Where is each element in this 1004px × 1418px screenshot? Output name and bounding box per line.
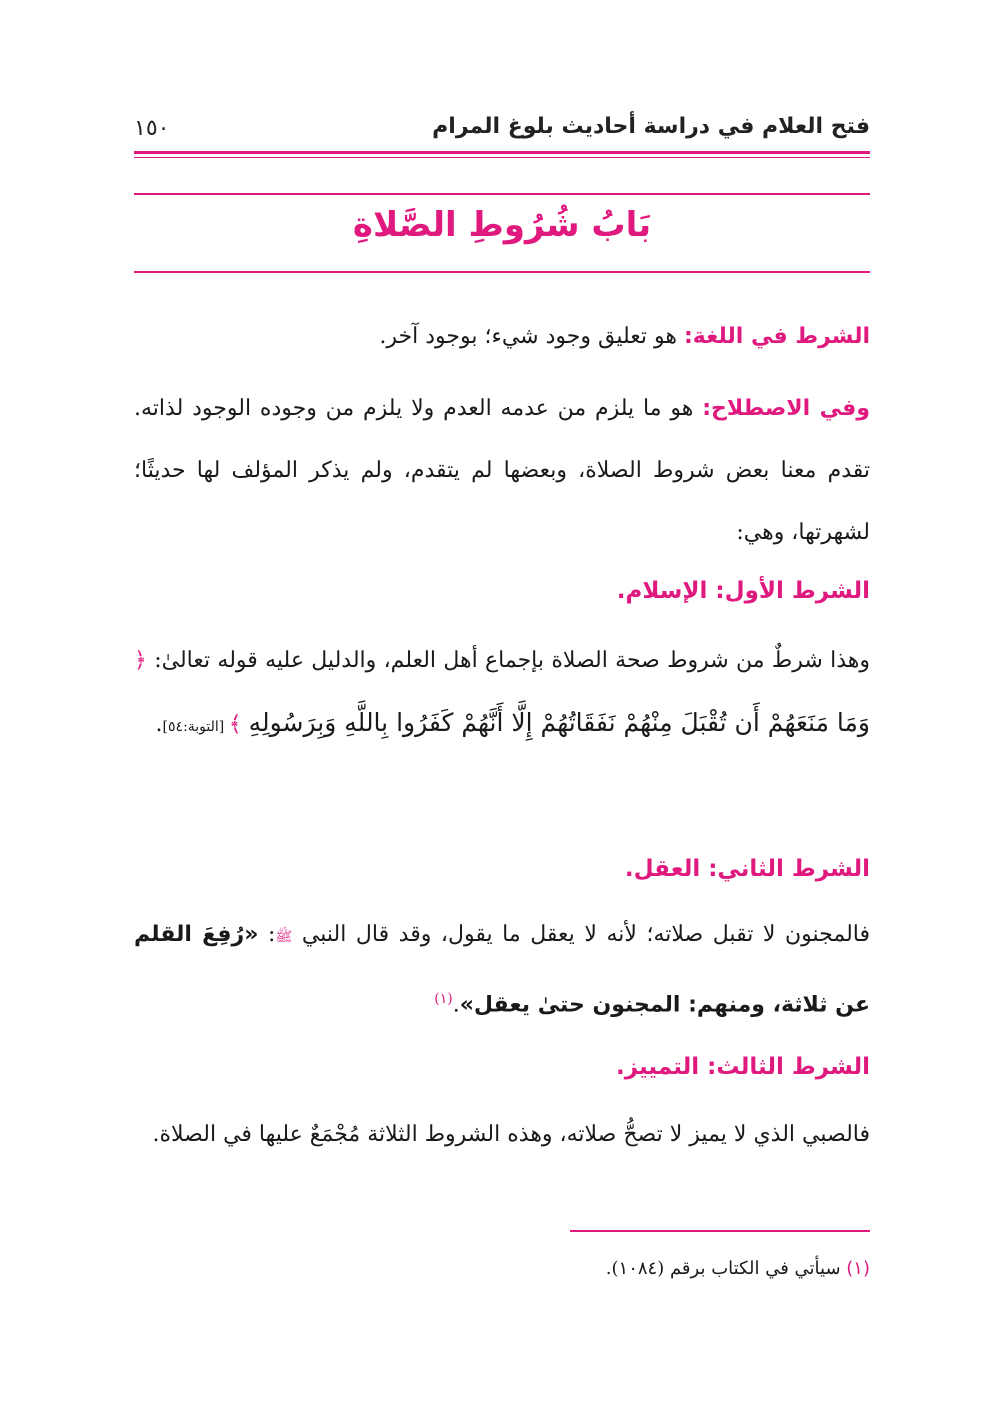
heading-condition-3: الشرط الثالث: التمييز. bbox=[615, 1054, 870, 1080]
heading-condition-1: الشرط الأول: الإسلام. bbox=[616, 578, 870, 604]
paragraph-text: فالمجنون لا تقبل صلاته؛ لأنه لا يعقل ما يقول، وقد قال النبي bbox=[292, 922, 871, 947]
header-rule-thick bbox=[134, 151, 870, 154]
verse-reference: [التوبة:٥٤] bbox=[162, 719, 229, 735]
page-number: ١٥٠ bbox=[134, 116, 170, 141]
paragraph-technical-definition bbox=[134, 378, 870, 564]
salutation-glyph: ﷺ bbox=[275, 929, 293, 945]
footnote-rule bbox=[570, 1230, 870, 1232]
footnote bbox=[134, 1258, 870, 1279]
chapter-rule-top bbox=[134, 193, 870, 195]
paragraph-text: هو تعليق وجود شيء؛ بوجود آخر. bbox=[379, 324, 684, 349]
footnote-number: (١) bbox=[846, 1258, 870, 1279]
quran-bracket-open: ﴿ bbox=[134, 648, 147, 673]
chapter-title: بَابُ شُرُوطِ الصَّلاةِ bbox=[352, 205, 652, 245]
paragraph-condition-3: فالصبي الذي لا يميز لا تصحُّ صلاته، وهذه الشروط الثلاثة مُجْمَعٌ عليها في الصلاة. bbox=[152, 1122, 870, 1147]
paragraph-condition-1 bbox=[134, 630, 870, 758]
quran-bracket-close: ﴾ bbox=[228, 712, 242, 737]
chapter-rule-bottom bbox=[134, 271, 870, 273]
quran-verse: وَمَا مَنَعَهُمْ أَن تُقْبَلَ مِنْهُمْ نَفَقَاتُهُمْ إِلَّا أَنَّهُمْ كَفَرُوا بِاللَّهِ وَبِرَسُولِهِ bbox=[248, 708, 870, 737]
sentence-end: . bbox=[452, 992, 460, 1018]
running-header bbox=[134, 110, 870, 152]
footnote-marker[interactable]: (١) bbox=[434, 991, 453, 1007]
paragraph-linguistic-definition bbox=[134, 306, 870, 368]
footnote-text: سيأتي في الكتاب برقم (١٠٨٤). bbox=[605, 1258, 847, 1279]
hadith-text: «رُفِعَ القلم عن ثلاثة، ومنهم: المجنون حتىٰ يعقل» bbox=[134, 922, 870, 1018]
sentence-end: . bbox=[155, 712, 163, 737]
colon: : bbox=[258, 922, 276, 947]
book-title: فتح العلام في دراسة أحاديث بلوغ المرام bbox=[432, 114, 870, 139]
paragraph-condition-2 bbox=[134, 904, 870, 1036]
paragraph-text: وهذا شرطٌ من شروط صحة الصلاة بإجماع أهل العلم، والدليل عليه قوله تعالىٰ: bbox=[146, 648, 870, 673]
header-rule-thin bbox=[134, 157, 870, 158]
heading-condition-2: الشرط الثاني: العقل. bbox=[624, 856, 870, 882]
paragraph-text: هو ما يلزم من عدمه العدم ولا يلزم من وجوده الوجود لذاته. تقدم معنا بعض شروط الصلاة، وبعضها لم يتقدم، ولم يذكر المؤلف لها حديثًا؛ لشهرتها، وهي: bbox=[134, 396, 870, 545]
term-label: الشرط في اللغة: bbox=[683, 324, 870, 349]
term-label: وفي الاصطلاح: bbox=[702, 396, 871, 421]
